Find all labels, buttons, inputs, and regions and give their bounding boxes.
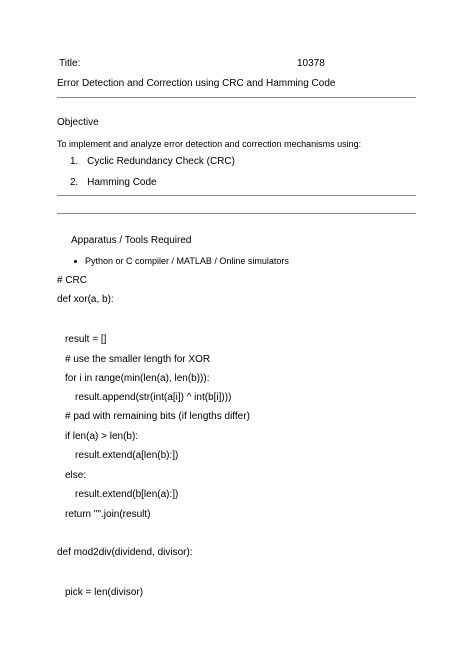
list-number: 2. <box>70 177 79 188</box>
code-line: result = [] <box>65 334 107 345</box>
list-number: 1. <box>70 156 79 167</box>
code-line: result.extend(b[len(a):]) <box>75 489 179 500</box>
section-divider-1 <box>57 195 416 196</box>
header-divider <box>57 97 416 98</box>
code-line: def mod2div(dividend, divisor): <box>57 547 193 558</box>
code-line: if len(a) > len(b): <box>65 431 139 442</box>
bullet-icon <box>74 260 77 263</box>
code-line: result.extend(a[len(b):]) <box>75 450 179 461</box>
document-number: 10378 <box>297 58 325 69</box>
apparatus-bullet <box>74 256 289 266</box>
code-line: result.append(str(int(a[i]) ^ int(b[i]))) <box>75 392 232 403</box>
objective-item-1 <box>70 156 235 167</box>
code-line: # use the smaller length for XOR <box>65 354 211 365</box>
code-line: # CRC <box>57 275 88 286</box>
objective-heading: Objective <box>57 117 99 128</box>
code-line: for i in range(min(len(a), len(b))): <box>65 373 210 384</box>
code-line: def xor(a, b): <box>57 294 114 305</box>
code-line: # pad with remaining bits (if lengths differ) <box>65 411 250 422</box>
apparatus-heading: Apparatus / Tools Required <box>71 235 192 246</box>
list-item-text: Cyclic Redundancy Check (CRC) <box>87 156 235 167</box>
objective-item-2 <box>70 177 157 188</box>
title-label: Title: <box>59 58 81 69</box>
list-item-text: Hamming Code <box>87 177 157 188</box>
bullet-text: Python or C compiler / MATLAB / Online simulators <box>85 256 289 266</box>
objective-intro: To implement and analyze error detection and correction mechanisms using: <box>57 139 362 149</box>
code-line: pick = len(divisor) <box>65 587 144 598</box>
code-line: return "".join(result) <box>65 509 151 520</box>
document-title: Error Detection and Correction using CRC and Hamming Code <box>57 78 336 89</box>
section-divider-2 <box>57 213 416 214</box>
code-line: else: <box>65 470 87 481</box>
